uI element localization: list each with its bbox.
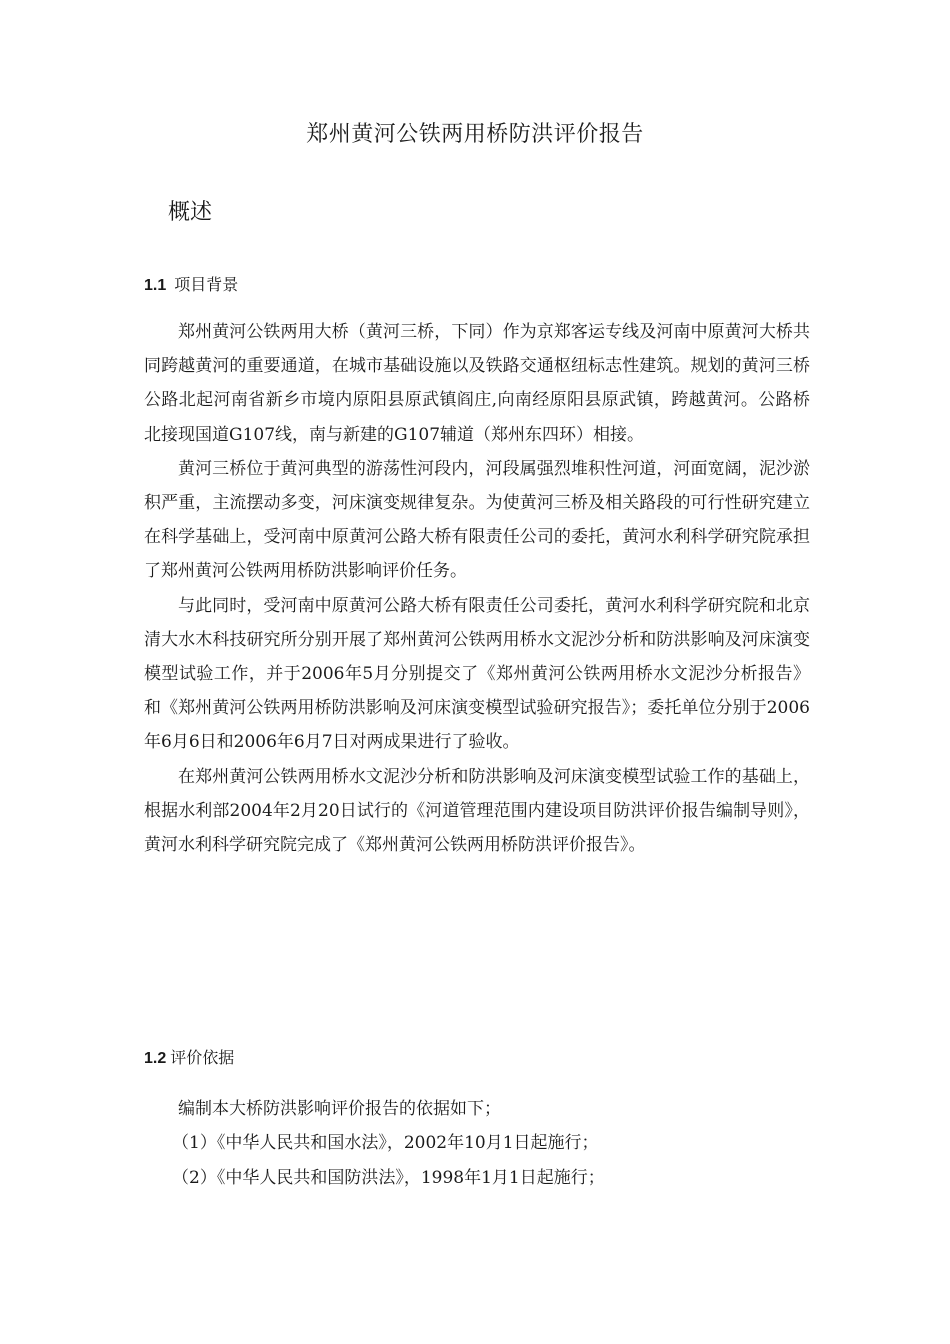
section-title: 评价依据 (170, 1048, 235, 1067)
section-1-1-body (144, 315, 810, 862)
document-title: 郑州黄河公铁两用桥防洪评价报告 (306, 122, 644, 147)
section-heading-1-1 (144, 272, 238, 299)
section-number: 1.1 (144, 277, 167, 294)
basis-lead: 编制本大桥防洪影响评价报告的依据如下； (178, 1099, 501, 1119)
section-number: 1.2 (144, 1050, 167, 1067)
basis-item: （2）《中华人民共和国防洪法》，1998年1月1日起施行； (172, 1168, 605, 1188)
section-title: 项目背景 (174, 275, 239, 294)
chapter-heading: 概述 (168, 200, 213, 225)
paragraph: 郑州黄河公铁两用大桥（黄河三桥，下同）作为京郑客运专线及河南中原黄河大桥共同跨越黄河的重要通道，在城市基础设施以及铁路交通枢纽标志性建筑。规划的黄河三桥公路北起河南省新乡市境内原阳县原武镇阎庄,向南经原阳县原武镇，跨越黄河。公路桥北接现国道G107线，南与新建的G107辅道（郑州东四环）相接。 (144, 322, 810, 445)
basis-item: （1）《中华人民共和国水法》，2002年10月1日起施行； (172, 1133, 599, 1153)
section-heading-1-2 (144, 1045, 234, 1072)
paragraph: 与此同时，受河南中原黄河公路大桥有限责任公司委托，黄河水利科学研究院和北京清大水木科技研究所分别开展了郑州黄河公铁两用桥水文泥沙分析和防洪影响及河床演变模型试验工作，并于2006年5月分别提交了《郑州黄河公铁两用桥水文泥沙分析报告》和《郑州黄河公铁两用桥防洪影响及河床演变模型试验研究报告》；委托单位分别于2006年6月6日和2006年6月7日对两成果进行了验收。 (144, 595, 810, 753)
paragraph: 黄河三桥位于黄河典型的游荡性河段内，河段属强烈堆积性河道，河面宽阔，泥沙淤积严重，主流摆动多变，河床演变规律复杂。为使黄河三桥及相关路段的可行性研究建立在科学基础上，受河南中原黄河公路大桥有限责任公司的委托，黄河水利科学研究院承担了郑州黄河公铁两用桥防洪影响评价任务。 (144, 458, 810, 582)
paragraph: 在郑州黄河公铁两用桥水文泥沙分析和防洪影响及河床演变模型试验工作的基础上，根据水利部2004年2月20日试行的《河道管理范围内建设项目防洪评价报告编制导则》，黄河水利科学研究院完成了《郑州黄河公铁两用桥防洪评价报告》。 (144, 766, 810, 856)
